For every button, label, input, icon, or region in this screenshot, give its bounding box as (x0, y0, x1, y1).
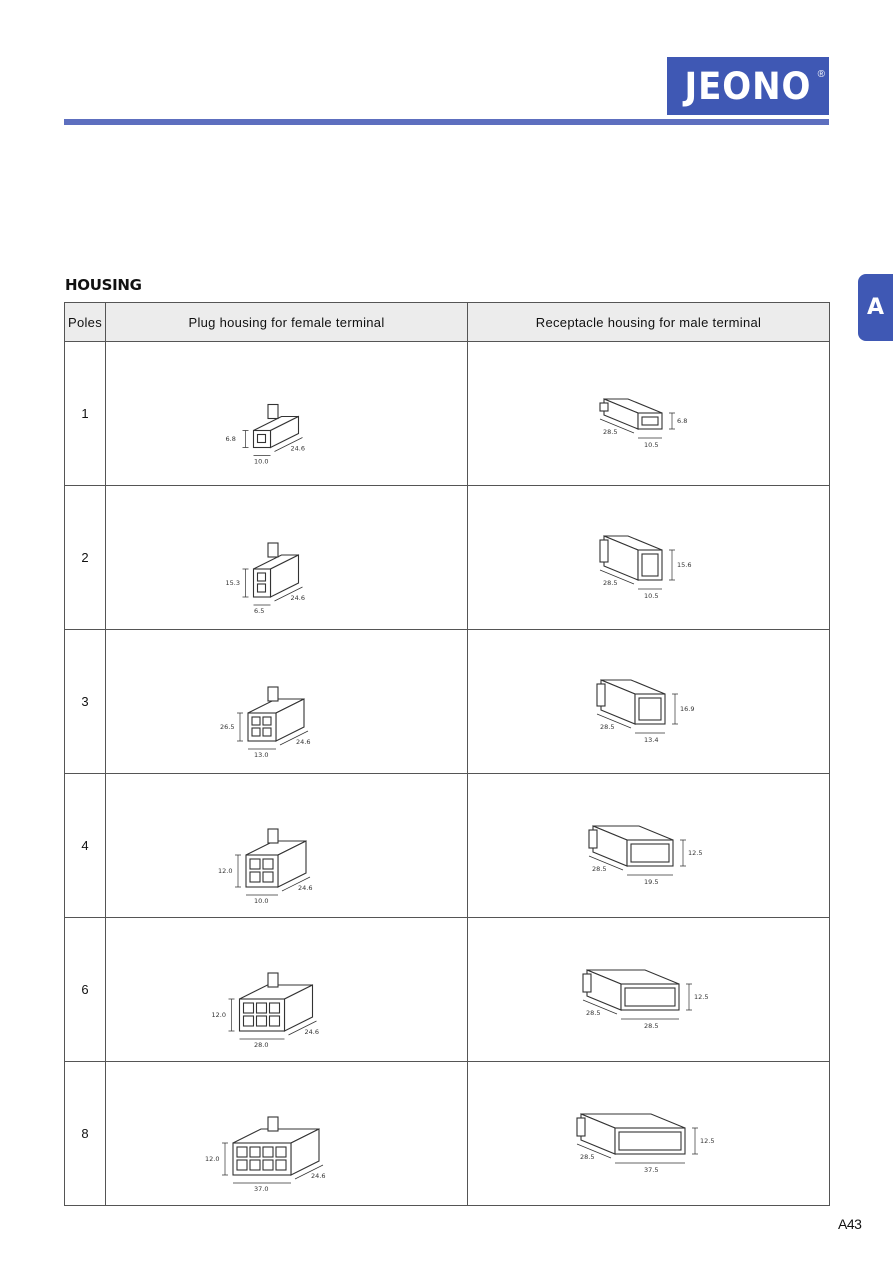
table-row (65, 1062, 830, 1206)
receptacle-drawing (600, 536, 662, 580)
plug-width-label: 28.0 (253, 1040, 268, 1049)
table-row (65, 918, 830, 1062)
receptacle-width-label: 10.5 (643, 440, 658, 449)
plug-cell (106, 486, 468, 630)
plug-height-label: 6.8 (225, 434, 236, 443)
plug-cell (106, 630, 468, 774)
table-header-row (65, 303, 830, 342)
plug-drawing (248, 687, 304, 741)
receptacle-drawing (597, 680, 665, 724)
receptacle-cell (468, 630, 830, 774)
receptacle-cell (468, 1062, 830, 1206)
receptacle-drawing (577, 1114, 685, 1154)
receptacle-depth-label: 28.5 (579, 1152, 594, 1161)
plug-height-label: 12.0 (217, 866, 232, 875)
plug-drawing (253, 543, 298, 597)
poles-cell: 3 (65, 630, 106, 774)
receptacle-depth-label: 28.5 (591, 864, 606, 873)
receptacle-width-label: 10.5 (643, 591, 658, 600)
plug-cell (106, 1062, 468, 1206)
poles-cell: 6 (65, 918, 106, 1062)
receptacle-figure (554, 493, 744, 623)
plug-figure (192, 349, 382, 479)
plug-width-label: 6.5 (253, 606, 264, 615)
plug-height-label: 15.3 (225, 578, 240, 587)
plug-drawing (246, 829, 306, 887)
receptacle-depth-label: 28.5 (599, 722, 614, 731)
plug-width-label: 37.0 (253, 1184, 268, 1193)
table-row (65, 630, 830, 774)
section-title: HOUSING (65, 276, 142, 294)
receptacle-width-label: 37.5 (643, 1165, 658, 1174)
poles-cell: 2 (65, 486, 106, 630)
receptacle-depth-label: 28.5 (602, 427, 617, 436)
receptacle-drawing (589, 826, 673, 866)
poles-cell: 1 (65, 342, 106, 486)
receptacle-figure (554, 925, 744, 1055)
receptacle-height-label: 12.5 (699, 1136, 714, 1145)
plug-width-label: 13.0 (253, 750, 268, 759)
receptacle-height-label: 12.5 (693, 992, 708, 1001)
receptacle-figure (554, 637, 744, 767)
plug-figure (192, 781, 382, 911)
table-row (65, 774, 830, 918)
receptacle-height-label: 6.8 (676, 416, 687, 425)
header-poles: Poles (65, 303, 106, 342)
page-number: A43 (838, 1216, 862, 1232)
receptacle-cell (468, 918, 830, 1062)
poles-cell: 4 (65, 774, 106, 918)
receptacle-height-label: 16.9 (679, 704, 694, 713)
plug-figure (192, 925, 382, 1055)
poles-cell: 8 (65, 1062, 106, 1206)
registered-mark: ® (817, 69, 825, 80)
receptacle-drawing (583, 970, 679, 1010)
table-row (65, 342, 830, 486)
receptacle-figure (554, 1069, 744, 1199)
plug-depth-label: 24.6 (290, 444, 305, 452)
plug-depth-label: 24.6 (297, 883, 312, 892)
plug-drawing (253, 404, 298, 447)
receptacle-depth-label: 28.5 (602, 578, 617, 587)
plug-depth-label: 24.6 (295, 737, 310, 746)
plug-depth-label: 24.6 (304, 1027, 319, 1036)
plug-cell (106, 918, 468, 1062)
plug-height-label: 12.0 (211, 1010, 226, 1019)
plug-drawing (239, 973, 312, 1031)
plug-figure (192, 637, 382, 767)
receptacle-width-label: 19.5 (643, 877, 658, 886)
header-plug: Plug housing for female terminal (106, 303, 468, 342)
receptacle-cell (468, 774, 830, 918)
receptacle-width-label: 28.5 (643, 1021, 658, 1030)
plug-depth-label: 24.6 (310, 1171, 325, 1180)
plug-height-label: 26.5 (219, 722, 234, 731)
plug-depth-label: 24.6 (290, 593, 305, 602)
receptacle-depth-label: 28.5 (585, 1008, 600, 1017)
plug-height-label: 12.0 (204, 1154, 219, 1163)
housing-table (64, 302, 830, 1206)
plug-figure (192, 493, 382, 623)
plug-width-label: 10.0 (253, 457, 268, 465)
table-row (65, 486, 830, 630)
receptacle-height-label: 15.6 (676, 560, 691, 569)
plug-cell (106, 342, 468, 486)
plug-drawing (233, 1117, 319, 1175)
receptacle-cell (468, 342, 830, 486)
header-rule (64, 119, 829, 125)
plug-figure (192, 1069, 382, 1199)
brand-name: JEONO (684, 64, 812, 108)
plug-width-label: 10.0 (253, 896, 268, 905)
brand-logo (667, 57, 829, 115)
receptacle-width-label: 13.4 (643, 735, 658, 744)
receptacle-cell (468, 486, 830, 630)
receptacle-height-label: 12.5 (687, 848, 702, 857)
plug-cell (106, 774, 468, 918)
receptacle-drawing (600, 399, 662, 429)
section-tab[interactable]: A (858, 274, 893, 341)
receptacle-figure (554, 349, 744, 479)
header-receptacle: Receptacle housing for male terminal (468, 303, 830, 342)
receptacle-figure (554, 781, 744, 911)
